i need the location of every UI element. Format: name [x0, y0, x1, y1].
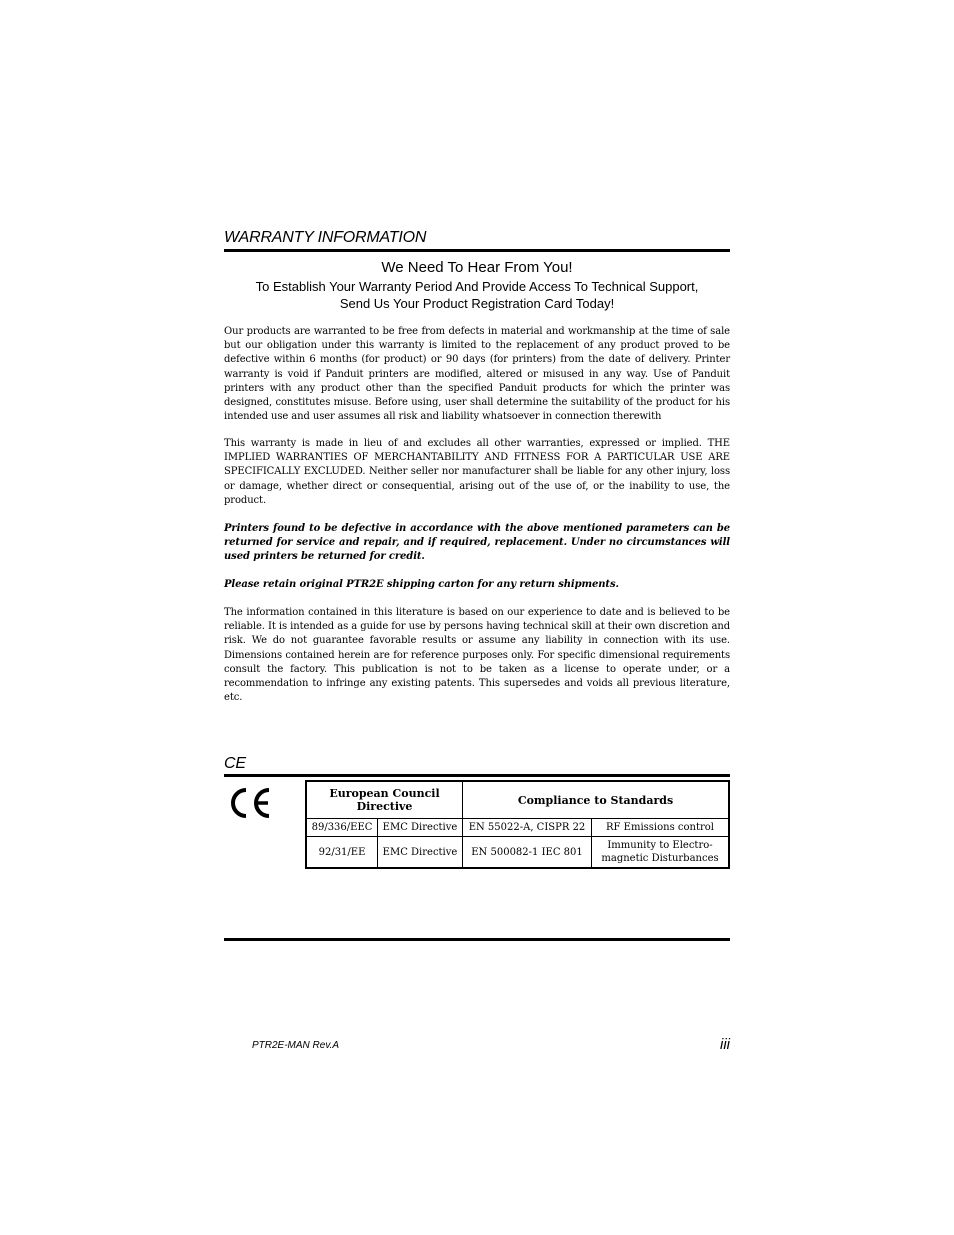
table-cell: EMC Directive — [378, 819, 463, 837]
table-header-compliance: Compliance to Standards — [463, 781, 730, 819]
warranty-headline: We Need To Hear From You! — [381, 259, 573, 276]
table-cell: 92/31/EE — [306, 837, 378, 869]
warranty-section-title: WARRANTY INFORMATION — [224, 229, 427, 246]
table-header-row — [306, 781, 729, 819]
table-cell: EN 55022-A, CISPR 22 — [463, 819, 592, 837]
ce-divider — [224, 774, 730, 777]
warranty-subheadline-2: Send Us Your Product Registration Card Today! — [339, 296, 615, 311]
warranty-paragraph-2: This warranty is made in lieu of and excludes all other warranties, expressed or implied. THE IMPLIED WARRANTIES OF MERCHANTABILITY AND FITNESS FOR A PARTICULAR USE ARE SPECIFICALLY EXCLUDED. Neither seller nor manufacturer shall be liable for any other injury, loss or damage, whether direct or consequential, arising out of the use of, or the inability to use, the product. — [224, 438, 730, 506]
table-cell: Immunity to Electro-magnetic Disturbances — [592, 837, 730, 869]
warranty-paragraph-5: The information contained in this literature is based on our experience to date and is believed to be reliable. It is intended as a guide for use by persons having technical skill at their own discretion and risk. We do not guarantee favorable results or assume any liability in connection with its use. Dimensions contained herein are for reference purposes only. For specific dimensional requirements consult the factory. This publication is not to be taken as a license to operate under, or a recommendation to infringe any existing patents. This supersedes and voids all previous literature, etc. — [224, 607, 730, 704]
page-number: iii — [720, 1036, 730, 1053]
warranty-paragraph-3: Printers found to be defective in accordance with the above mentioned parameters can be returned for service and repair, and if required, replacement. Under no circumstances will used printers be returned for credit. — [224, 523, 730, 563]
ce-mark-icon — [228, 786, 274, 820]
table-header-directive: European Council Directive — [306, 781, 463, 819]
table-row — [306, 837, 729, 869]
warranty-subheadline-1: To Establish Your Warranty Period And Provide Access To Technical Support, — [255, 279, 699, 294]
table-cell: 89/336/EEC — [306, 819, 378, 837]
table-cell: RF Emissions control — [592, 819, 730, 837]
table-cell: EMC Directive — [378, 837, 463, 869]
warranty-headline-block — [224, 258, 730, 312]
section-divider — [224, 249, 730, 252]
warranty-paragraph-1: Our products are warranted to be free from defects in material and workmanship at the time of sale but our obligation under this warranty is limited to the replacement of any product proved to be defective within 6 months (for product) or 90 days (for printers) from the date of delivery. Printer warranty is void if Panduit printers are modified, altered or misused in any way. Use of Panduit printers with any product other than the specified Panduit products for which the printer was designed, constitutes misuse. Before using, user shall determine the suitability of the product for his intended use and user assumes all risk and liability whatsoever in connection therewith — [224, 326, 730, 423]
footer-divider — [224, 938, 730, 941]
document-id: PTR2E-MAN Rev.A — [252, 1040, 340, 1051]
warranty-paragraph-4: Please retain original PTR2E shipping carton for any return shipments. — [224, 579, 619, 590]
table-row — [306, 819, 729, 837]
ce-compliance-table — [305, 780, 730, 869]
ce-section-title: CE — [224, 755, 246, 772]
table-cell: EN 500082-1 IEC 801 — [463, 837, 592, 869]
